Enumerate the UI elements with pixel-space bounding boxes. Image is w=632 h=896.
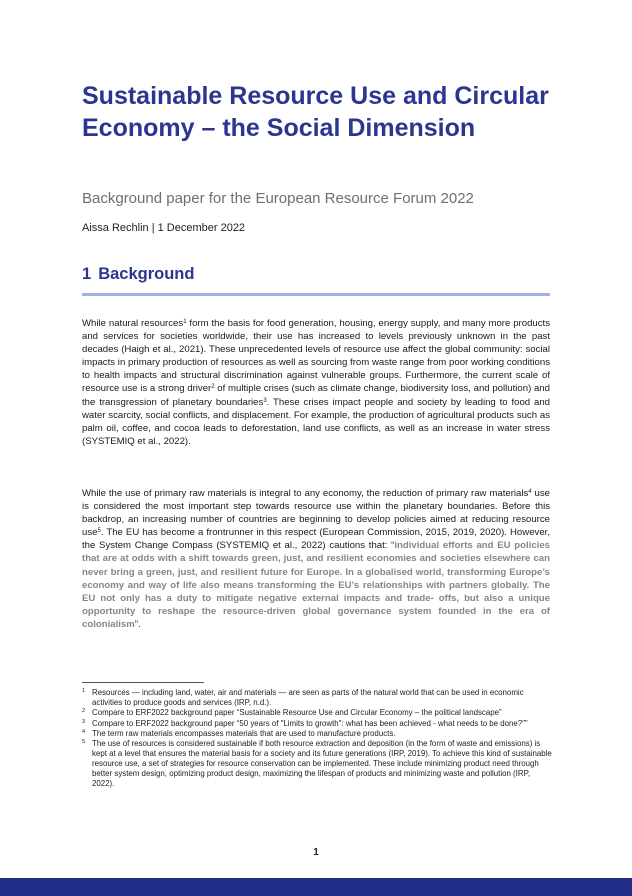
footnote-text: The term raw materials encompasses materials that are used to manufacture products.: [92, 728, 396, 738]
document-title: Sustainable Resource Use and Circular Economy – the Social Dimension: [82, 82, 549, 142]
footnote-text: Compare to ERF2022 background paper “Sustainable Resource Use and Circular Economy – the political landscape”: [92, 708, 502, 718]
footnote-mark: 1: [82, 688, 86, 694]
footnote-separator: [82, 682, 204, 683]
footnote-text: Compare to ERF2022 background paper “50 years of "Limits to growth": what has been achieved - what needs to be done?"”: [92, 718, 528, 728]
paragraph-1-text-c: of multiple crises (such as climate change, biodiversity loss, and pollution) and the transgression of planetary boundaries: [82, 383, 550, 408]
footnote-mark: 4: [82, 728, 86, 735]
paragraph-1: [82, 317, 550, 448]
footnote-text: Resources — including land, water, air and materials — are seen as parts of the natural world that can be used in economic activities to produce goods and services (IRP, n.d.).: [92, 688, 524, 707]
footnote-ref-5[interactable]: 5: [97, 528, 101, 535]
quoted-passage: individual efforts and EU policies that are at odds with a shift towards green, just, and resilient economies and societies elsewhere can never bring a green, just, and resilient future for Europe. In a globalised world, transforming Europe’s economy and way of life also means transforming the EU’s relationships with partners globally. The EU not only has a duty to mitigate negative external impacts and trade- offs, but also a unique opportunity to reshape the resource-driven global governance system founded in the era of colonialism: [82, 540, 550, 630]
section-heading: [82, 264, 194, 284]
section-title: Background: [98, 265, 195, 283]
footnote-mark: 5: [82, 739, 86, 746]
paragraph-1-text-d: . These crises impact people and society by leading to food and water scarcity, social conflicts, and displacement. For example, the production of agricultural products such as palm oil, coffee, and cocoa leads to deforestation, land use conflicts, as well as an increase in water stress (SYSTEMIQ et al., 2022).: [82, 396, 551, 447]
paragraph-2-text-b: use is considered the most important step towards resource use within the planetary boundaries. Before this backdrop, an increasing number of countries are beginning to develop policies aimed at reducing resource use: [82, 488, 550, 539]
footnote-mark: 3: [82, 718, 86, 725]
paragraph-2-text-a: While the use of primary raw materials is integral to any economy, the reduction of primary raw materials: [82, 488, 529, 499]
paragraph-1-text-a: While natural resources: [82, 318, 184, 329]
footnote-item: [82, 688, 552, 708]
footnote-item: [82, 739, 552, 788]
footnote-item: [82, 719, 552, 729]
footnote-ref-1[interactable]: 1: [183, 319, 187, 325]
footnote-text: The use of resources is considered sustainable if both resource extraction and deposition (in the form of waste and emissions) is kept at a level that ensures the material basis for a society and its future generations (IRP, 2019). To achieve this kind of sustainable resource use, a set of strategies for resource conservation can be implemented. These include minimizing product need through better system design, optimizing product design, maximizing the lifespan of products and minimizing waste and pollution (IRP, 2022).: [92, 739, 552, 788]
footnote-item: [82, 708, 552, 718]
footnote-item: [82, 729, 552, 739]
footer-bar: [0, 878, 632, 896]
paragraph-2-text-c: . The EU has become a frontrunner in this respect (European Commission, 2015, 2019, 2020). However, the System Change Compass (SYSTEMIQ et al., 2022) cautions that: “: [82, 527, 550, 552]
paragraph-1-text-b: form the basis for food generation, housing, energy supply, and many more products and services for societies worldwide, their use has increased to levels previously unknown in the past decades (Haigh et al., 2021). These unprecedented levels of resource use affect the global community: social impacts in primary production of resources as well as sourcing from waste range from poor working conditions to health impacts and structural discrimination against vulnerable groups. Furthermore, the current scale of resource use is a strong driver: [82, 318, 551, 395]
section-number: 1: [82, 265, 92, 283]
footnote-ref-2[interactable]: 2: [211, 384, 215, 391]
footnote-mark: 2: [82, 708, 86, 715]
section-divider: [82, 293, 550, 296]
page-number: 1: [313, 847, 319, 858]
document-subtitle: Background paper for the European Resource Forum 2022: [82, 190, 474, 207]
footnote-ref-3[interactable]: 3: [263, 397, 267, 404]
footnote-ref-4[interactable]: 4: [528, 489, 532, 495]
footnotes-list: [82, 688, 552, 789]
paragraph-2: [82, 487, 550, 631]
paragraph-2-text-d: ”.: [134, 618, 141, 630]
author-date-line: Aissa Rechlin | 1 December 2022: [82, 222, 246, 234]
